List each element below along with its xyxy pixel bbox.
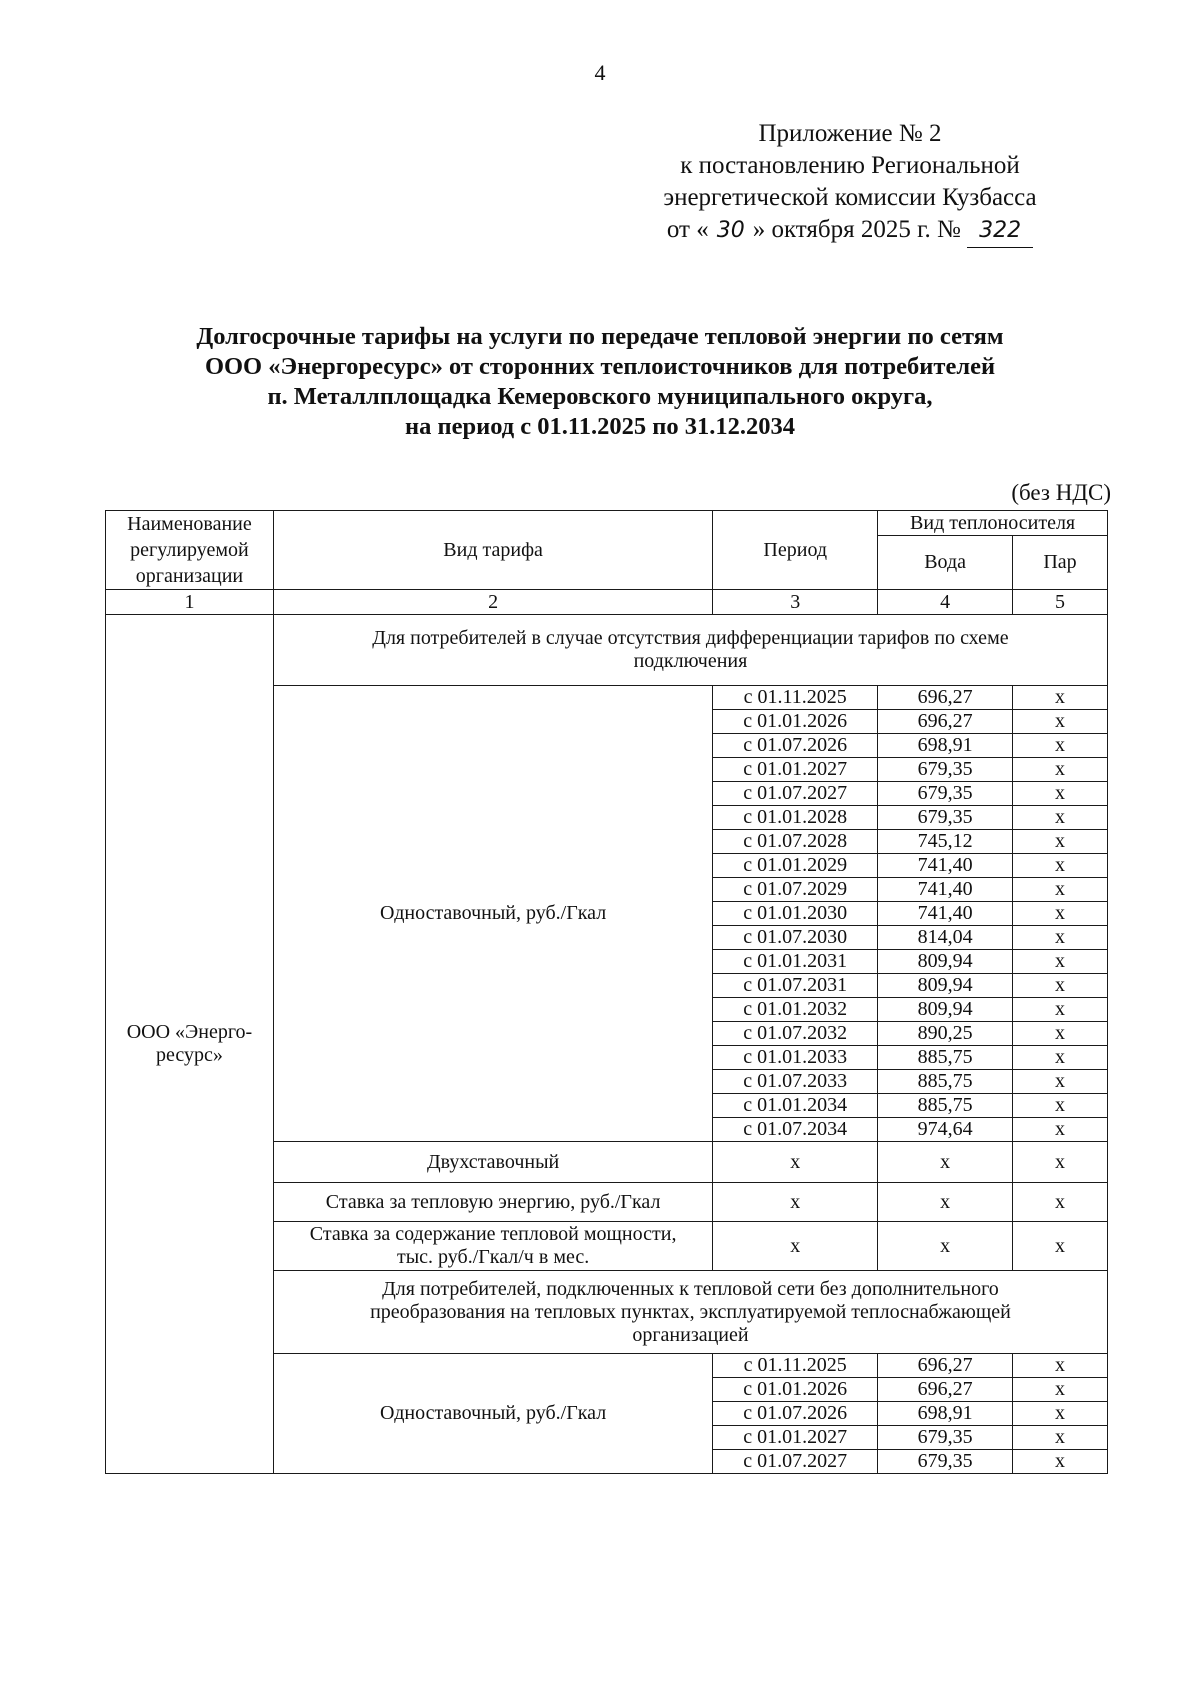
header-carrier: Вид теплоносителя (878, 511, 1108, 536)
steam-value-cell: х (1013, 686, 1108, 710)
steam-value-cell: х (1013, 1222, 1108, 1271)
period-cell: с 01.07.2033 (713, 1070, 878, 1094)
org-name-cell (106, 615, 274, 1474)
period-cell: с 01.01.2027 (713, 1426, 878, 1450)
period-cell: с 01.01.2033 (713, 1046, 878, 1070)
period-cell: с 01.07.2030 (713, 926, 878, 950)
column-number: 4 (878, 590, 1013, 615)
water-value-cell: 745,12 (878, 830, 1013, 854)
period-cell: с 01.07.2029 (713, 878, 878, 902)
org-name-line: ООО «Энерго- (126, 1021, 253, 1043)
steam-value-cell: х (1013, 1354, 1108, 1378)
steam-value-cell: х (1013, 926, 1108, 950)
steam-value-cell: х (1013, 974, 1108, 998)
section-title: Для потребителей в случае отсутствия дифференциации тарифов по схеме подключения (273, 615, 1107, 686)
period-cell: с 01.07.2027 (713, 1450, 878, 1474)
column-number: 5 (1013, 590, 1108, 615)
appendix-commission: энергетической комиссии Кузбасса (663, 184, 1037, 211)
water-value-cell: х (878, 1222, 1013, 1271)
period-cell: с 01.07.2031 (713, 974, 878, 998)
steam-value-cell: х (1013, 758, 1108, 782)
water-value-cell: 679,35 (878, 1450, 1013, 1474)
column-number: 2 (273, 590, 712, 615)
water-value-cell: 696,27 (878, 1378, 1013, 1402)
water-value-cell: 741,40 (878, 854, 1013, 878)
steam-value-cell: х (1013, 806, 1108, 830)
date-middle: » октября 2025 г. № (752, 216, 961, 243)
org-name-line: ресурс» (156, 1044, 223, 1066)
water-value-cell: 885,75 (878, 1046, 1013, 1070)
handwritten-day: 30 (716, 218, 745, 243)
water-value-cell: 814,04 (878, 926, 1013, 950)
label-line: тыс. руб./Гкал/ч в мес. (396, 1246, 590, 1268)
header-period: Период (713, 511, 878, 590)
header-org: Наименование регулируемой организации (106, 511, 274, 590)
period-cell: х (713, 1222, 878, 1271)
period-cell: с 01.07.2027 (713, 782, 878, 806)
tariff-type-cell: Одноставочный, руб./Гкал (273, 686, 712, 1142)
steam-value-cell: х (1013, 1094, 1108, 1118)
steam-value-cell: х (1013, 950, 1108, 974)
water-value-cell: 741,40 (878, 878, 1013, 902)
water-value-cell: 885,75 (878, 1070, 1013, 1094)
steam-value-cell: х (1013, 1070, 1108, 1094)
water-value-cell: 885,75 (878, 1094, 1013, 1118)
title-line: Долгосрочные тарифы на услуги по передаче тепловой энергии по сетям (196, 323, 1004, 350)
vat-note: (без НДС) (1011, 480, 1111, 505)
water-value-cell: 679,35 (878, 782, 1013, 806)
section-title-line: преобразования на тепловых пунктах, эксплуатируемой теплоснабжающей (370, 1300, 1011, 1323)
water-value-cell: 698,91 (878, 734, 1013, 758)
appendix-block (640, 118, 1060, 248)
period-cell: с 01.11.2025 (713, 1354, 878, 1378)
steam-value-cell: х (1013, 1402, 1108, 1426)
section-title (273, 1271, 1107, 1354)
water-value-cell: 696,27 (878, 1354, 1013, 1378)
water-value-cell: 974,64 (878, 1118, 1013, 1142)
column-number: 3 (713, 590, 878, 615)
steam-value-cell: х (1013, 1450, 1108, 1474)
water-value-cell: х (878, 1183, 1013, 1222)
period-cell: с 01.01.2026 (713, 1378, 878, 1402)
section-title-line: Для потребителей, подключенных к тепловой сети без дополнительного (382, 1277, 999, 1300)
period-cell: с 01.01.2031 (713, 950, 878, 974)
steam-value-cell: х (1013, 998, 1108, 1022)
steam-value-cell: х (1013, 1426, 1108, 1450)
steam-value-cell: х (1013, 710, 1108, 734)
tariff-type-cell: Одноставочный, руб./Гкал (273, 1354, 712, 1474)
steam-value-cell: х (1013, 734, 1108, 758)
appendix-date-line (640, 214, 1060, 248)
header-steam: Пар (1013, 536, 1108, 590)
appendix-reference: к постановлению Региональной (680, 152, 1020, 179)
energy-rate-label: Ставка за тепловую энергию, руб./Гкал (273, 1183, 712, 1222)
capacity-rate-label (273, 1222, 712, 1271)
period-cell: х (713, 1142, 878, 1183)
steam-value-cell: х (1013, 902, 1108, 926)
period-cell: с 01.01.2027 (713, 758, 878, 782)
steam-value-cell: х (1013, 854, 1108, 878)
steam-value-cell: х (1013, 830, 1108, 854)
section-title-line: организацией (632, 1323, 749, 1346)
label-line: Ставка за содержание тепловой мощности, (309, 1223, 677, 1245)
water-value-cell: х (878, 1142, 1013, 1183)
title-line: п. Металлплощадка Кемеровского муниципального округа, (267, 383, 933, 410)
title-line: на период с 01.11.2025 по 31.12.2034 (404, 413, 796, 440)
period-cell: с 01.01.2032 (713, 998, 878, 1022)
period-cell: с 01.01.2026 (713, 710, 878, 734)
column-number: 1 (106, 590, 274, 615)
page-number: 4 (594, 60, 606, 85)
steam-value-cell: х (1013, 1046, 1108, 1070)
water-value-cell: 679,35 (878, 806, 1013, 830)
steam-value-cell: х (1013, 1022, 1108, 1046)
period-cell: х (713, 1183, 878, 1222)
water-value-cell: 679,35 (878, 1426, 1013, 1450)
period-cell: с 01.07.2034 (713, 1118, 878, 1142)
title-line: ООО «Энергоресурс» от сторонних теплоисточников для потребителей (204, 353, 996, 380)
period-cell: с 01.07.2028 (713, 830, 878, 854)
date-prefix: от « (666, 216, 709, 243)
period-cell: с 01.01.2030 (713, 902, 878, 926)
water-value-cell: 696,27 (878, 686, 1013, 710)
two-rate-label: Двухставочный (273, 1142, 712, 1183)
steam-value-cell: х (1013, 782, 1108, 806)
water-value-cell: 698,91 (878, 1402, 1013, 1426)
period-cell: с 01.07.2026 (713, 734, 878, 758)
water-value-cell: 809,94 (878, 998, 1013, 1022)
water-value-cell: 696,27 (878, 710, 1013, 734)
period-cell: с 01.07.2032 (713, 1022, 878, 1046)
period-cell: с 01.01.2028 (713, 806, 878, 830)
steam-value-cell: х (1013, 1142, 1108, 1183)
handwritten-number: 322 (967, 215, 1033, 248)
steam-value-cell: х (1013, 1183, 1108, 1222)
document-title (100, 322, 1100, 442)
water-value-cell: 809,94 (878, 950, 1013, 974)
period-cell: с 01.01.2034 (713, 1094, 878, 1118)
water-value-cell: 809,94 (878, 974, 1013, 998)
steam-value-cell: х (1013, 1118, 1108, 1142)
header-tariff-type: Вид тарифа (273, 511, 712, 590)
header-water: Вода (878, 536, 1013, 590)
water-value-cell: 890,25 (878, 1022, 1013, 1046)
period-cell: с 01.01.2029 (713, 854, 878, 878)
water-value-cell: 679,35 (878, 758, 1013, 782)
tariff-table (105, 510, 1108, 1474)
period-cell: с 01.11.2025 (713, 686, 878, 710)
water-value-cell: 741,40 (878, 902, 1013, 926)
period-cell: с 01.07.2026 (713, 1402, 878, 1426)
appendix-title: Приложение № 2 (758, 120, 942, 147)
steam-value-cell: х (1013, 878, 1108, 902)
steam-value-cell: х (1013, 1378, 1108, 1402)
